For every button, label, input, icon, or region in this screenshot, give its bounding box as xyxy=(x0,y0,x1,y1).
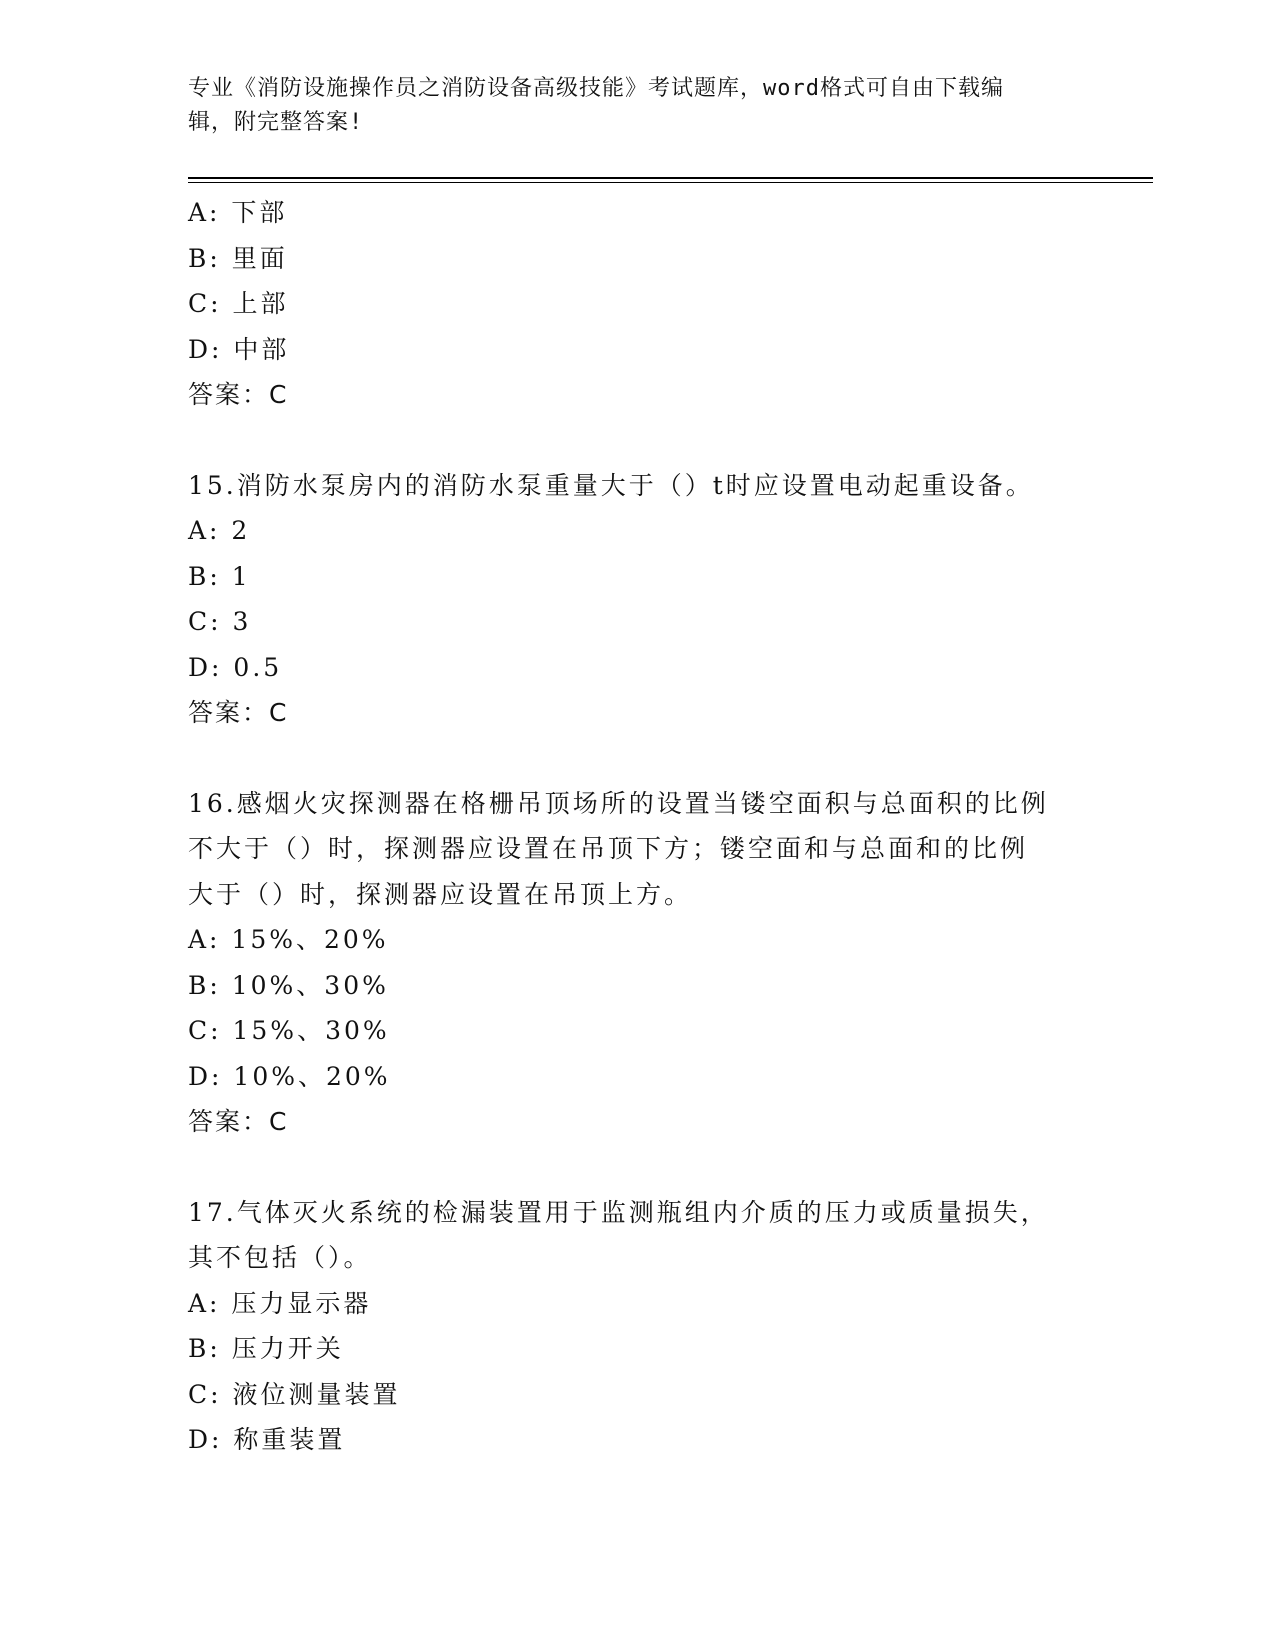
question-list xyxy=(188,190,1088,1463)
option-a: A: 下部 xyxy=(188,198,288,227)
answer: 答案：C xyxy=(188,380,289,409)
answer: 答案：C xyxy=(188,698,289,727)
header-line-1: 专业《消防设施操作员之消防设备高级技能》考试题库，word格式可自由下载编 xyxy=(188,76,1004,101)
option-c: C: 15%、30% xyxy=(188,1016,390,1045)
header-rule-thick xyxy=(188,177,1153,179)
option-d: D: 中部 xyxy=(188,334,290,364)
header-line-2: 辑，附完整答案! xyxy=(188,110,364,135)
question-text-line-2: 不大于（）时，探测器应设置在吊顶下方；镂空面和与总面和的比例 xyxy=(188,834,1029,863)
option-b: B: 压力开关 xyxy=(188,1334,344,1363)
option-a: A: 2 xyxy=(188,516,251,545)
header-rule-thin xyxy=(188,182,1153,183)
question-15 xyxy=(188,463,1088,736)
option-d: D: 0.5 xyxy=(188,652,283,682)
option-a: A: 15%、20% xyxy=(188,925,389,954)
option-d: D: 称重装置 xyxy=(188,1425,346,1454)
answer: 答案：C xyxy=(188,1107,289,1136)
option-c: C: 上部 xyxy=(188,289,289,318)
option-c: C: 3 xyxy=(188,607,252,636)
question-text-line-1: 16.感烟火灾探测器在格栅吊顶场所的设置当镂空面积与总面积的比例 xyxy=(188,788,1049,818)
question-17 xyxy=(188,1190,1088,1463)
question-text: 15.消防水泵房内的消防水泵重量大于（）t时应设置电动起重设备。 xyxy=(188,470,1034,500)
option-c: C: 液位测量装置 xyxy=(188,1379,401,1409)
question-16 xyxy=(188,781,1088,1145)
option-d: D: 10%、20% xyxy=(188,1061,391,1091)
option-a: A: 压力显示器 xyxy=(188,1288,372,1318)
document-header xyxy=(188,72,1068,140)
option-b: B: 里面 xyxy=(188,243,288,273)
option-b: B: 10%、30% xyxy=(188,970,389,1000)
question-text-line-1: 17.气体灭火系统的检漏装置用于监测瓶组内介质的压力或质量损失， xyxy=(188,1197,1049,1227)
option-b: B: 1 xyxy=(188,561,251,591)
question-text-line-3: 大于（）时，探测器应设置在吊顶上方。 xyxy=(188,879,693,909)
question-text-line-2: 其不包括（）。 xyxy=(188,1243,372,1272)
question-14 xyxy=(188,190,1088,418)
